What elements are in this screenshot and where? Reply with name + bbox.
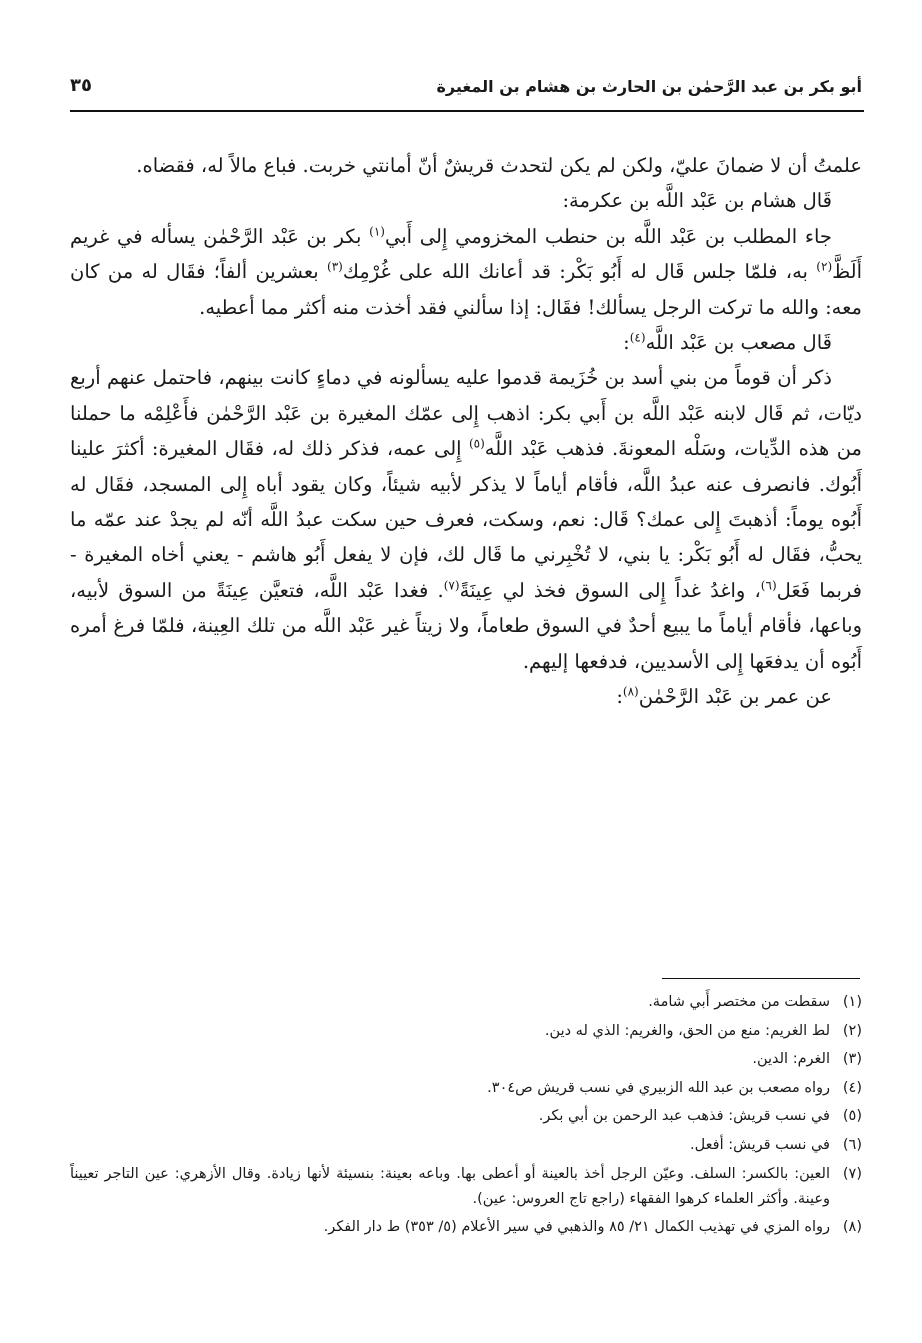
narrator-heading — [70, 183, 862, 218]
footnote-ref[interactable]: (٧) — [443, 578, 460, 593]
footnote-number: (٣) — [842, 1051, 862, 1068]
running-title: أبو بكر بن عبد الرَّحمٰن بن الحارث بن هشام بن المغيرة — [436, 77, 862, 96]
footnote-text: رواه مصعب بن عبد الله الزبيري في نسب قريش ص٣٠٤. — [487, 1079, 830, 1096]
narrator-heading — [70, 325, 862, 360]
footnote-number: (٦) — [842, 1136, 862, 1153]
footnote — [70, 1076, 862, 1101]
footnote — [70, 1133, 862, 1158]
footnote — [70, 1047, 862, 1072]
footnote-separator — [662, 978, 860, 979]
text-segment: . فغدا عَبْد اللَّه، فتعيَّن عِينَةً من السوق لأبيه، وباعها، فأقام أياماً ما يبيع أحدٌ في السوق طعاماً، ولا زيتاً غير عَبْد اللَّه من تلك العِينة، فلمّا فرغ أمره أَبُوه أن يدفعَها إِلى الأسديين، فدفعها إليهم. — [70, 578, 862, 673]
footnote-ref[interactable]: (٥) — [468, 436, 485, 451]
text-segment: إِلى عمه، فذكر ذلك له، فقَال المغيرة: أكثرَ علينا أَبُوك. فانصرف عنه عبدُ اللَّه، فأقام أياماً لا يذكر لأبيه شيئاً، وكان يقود أباه إِلى المسجد، فقَال له أَبُوه يوماً: أذهبتَ إِلى عمك؟ قَال: نعم، وسكت، فعرف حين سكت عبدُ اللَّه أنّه لم يجدْ عند عمّه ما يحبُّ، فقَال له أَبُو بَكْر: يا بني، لا تُخْبِرني ما قَال لك، فإن لا يفعل أَبُو هاشم - يعني أخاه المغيرة - فربما فَعَل — [70, 437, 862, 602]
footnote-number: (٧) — [842, 1165, 862, 1182]
footnote-ref[interactable]: (١) — [369, 224, 385, 239]
footnote-number: (٨) — [842, 1219, 862, 1236]
footnote-ref[interactable]: (٦) — [760, 578, 777, 593]
heading-text: : — [616, 685, 623, 709]
header-rule — [70, 110, 864, 112]
footnote-number: (٥) — [842, 1108, 862, 1125]
text-segment: ذكر أن قوماً من بني أسد بن خُزَيمة قدموا عليه يسألونه في دماءٍ كانت بينهم، فاحتمل عنهم أربع ديّات، ثم قَال لابنه عَبْد اللَّه بن أَبي بكر: اذهب إِلى عمّك المغيرة بن عَبْد الرَّحْمٰن فأَعْلِمْه ما حملنا من هذه الدِّيات، وسَلْه المعونةَ. فذهب عَبْد اللَّه — [70, 366, 862, 461]
footnote-ref[interactable]: (٨) — [622, 684, 639, 699]
footnotes — [70, 990, 862, 1244]
text-segment: بعشرين ألفاً؛ فقَال له من كان معه: والله ما تركت الرجل يسألك! فقَال: إذا سألني فقد أخذت منه أكثر مما أعطيه. — [70, 260, 862, 319]
paragraph-text: علمتُ أن لا ضمانَ عليّ، ولكن لم يكن لتحدث قريشٌ أنّ أمانتي خربت. فباع مالاً له، فقضاه. — [136, 154, 862, 177]
footnote-ref[interactable]: (٤) — [629, 330, 646, 345]
text-segment: ، واغدُ غداً إِلى السوق فخذ لي عِينَةً — [459, 578, 761, 602]
footnote-text: في نسب قريش: فذهب عبد الرحمن بن أبي بكر. — [538, 1108, 830, 1125]
narrator-heading — [70, 679, 862, 714]
text-segment: جاء المطلب بن عَبْد اللَّه بن حنطب المخزومي إِلى أَبي — [384, 224, 832, 248]
paragraph — [70, 148, 862, 183]
footnote-text: لط الغريم: منع من الحق، والغريم: الذي له دين. — [544, 1022, 830, 1039]
footnote-ref[interactable]: (٣) — [327, 259, 343, 274]
heading-text: عن عمر بن عَبْد الرَّحْمٰن — [638, 685, 832, 709]
page-header — [70, 62, 862, 96]
footnote-number: (٤) — [842, 1079, 862, 1096]
text-segment: به، فلمّا جلس قَال له أَبُو بَكْر: قد أعانك الله على غُرْمِك — [342, 260, 817, 284]
footnote — [70, 1162, 862, 1212]
footnote-text: سقطت من مختصر أَبي شامة. — [648, 994, 830, 1010]
footnote-text: العين: بالكسر: السلف. وعيّن الرجل أخذ بالعينة أو أعطى بها. وباعه بعينة: بنسيئة لأنها زيادة. وقال الأزهري: عين التاجر تعييناً وعينة. وأكثر العلماء كرهوا الفقهاء (راجع تاج العروس: عين). — [70, 1165, 830, 1207]
heading-text: قَال هشام بن عَبْد اللَّه بن عكرمة: — [562, 189, 832, 213]
paragraph — [70, 219, 862, 325]
footnote-text: رواه المزي في تهذيب الكمال ٢١/ ٨٥ والذهبي في سير الأعلام (٥/ ٣٥٣) ط دار الفكر. — [323, 1219, 830, 1236]
page-number: ٣٥ — [70, 75, 92, 96]
footnote — [70, 1104, 862, 1129]
footnote — [70, 990, 862, 1015]
footnote-text: في نسب قريش: أفعل. — [690, 1136, 830, 1153]
footnote — [70, 1019, 862, 1044]
footnote-text: الغرم: الدين. — [752, 1051, 830, 1068]
heading-text: : — [623, 331, 630, 355]
footnote — [70, 1215, 862, 1240]
main-text — [70, 148, 862, 715]
footnote-number: (١) — [842, 994, 862, 1010]
text-segment: بكر بن عَبْد الرَّحْمٰن يسأله في غريم أَلَظَّ — [70, 224, 862, 284]
footnote-number: (٢) — [842, 1022, 862, 1039]
heading-text: قَال مصعب بن عَبْد اللَّه — [645, 331, 832, 355]
paragraph — [70, 360, 862, 679]
footnote-ref[interactable]: (٢) — [816, 259, 833, 274]
